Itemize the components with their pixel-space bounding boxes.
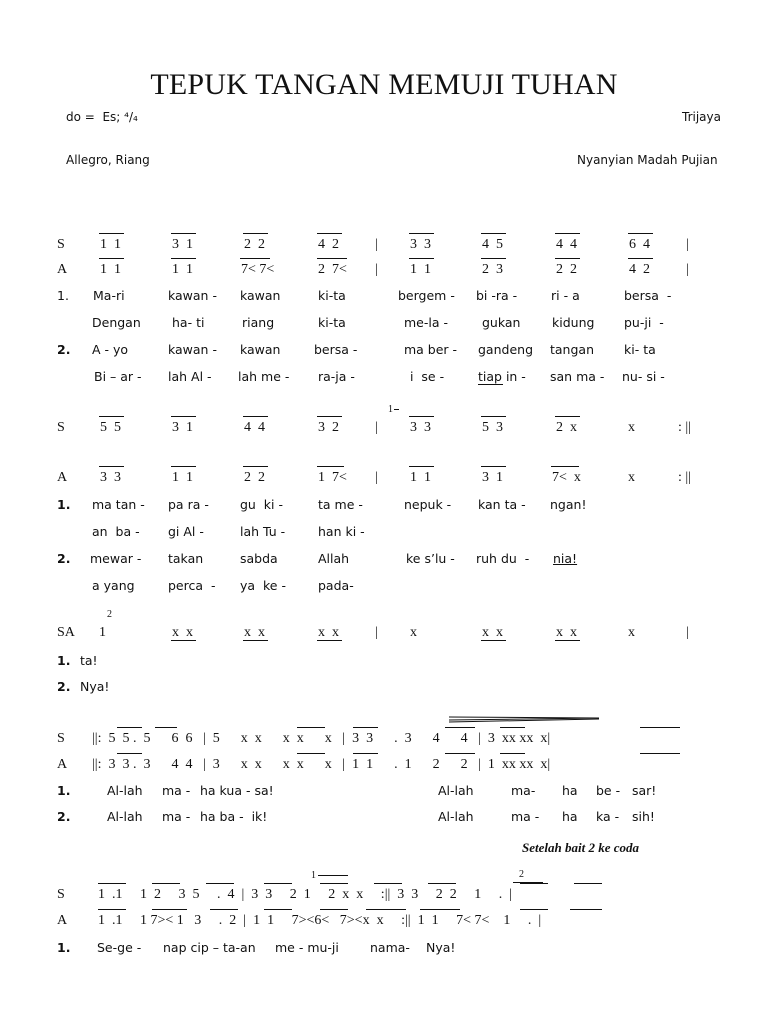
lyric: bi -ra - [476, 288, 518, 303]
barline: | [375, 470, 378, 485]
lyric: ma - [162, 783, 191, 798]
volta-1-marker: 1 [388, 404, 393, 415]
lyric: Ma-ri [93, 288, 125, 303]
note-group: x [628, 625, 635, 640]
lyric: nepuk - [404, 497, 452, 512]
note-group: 2 x [556, 420, 577, 435]
lyric: me - mu-ji [275, 940, 339, 955]
lyric: kawan [240, 342, 281, 357]
songbook-source: Nyanyian Madah Pujian [577, 153, 718, 167]
lyric: sih! [632, 809, 655, 824]
lyric: nia! [553, 551, 578, 566]
lyric: gukan [482, 315, 521, 330]
lyric: kawan - [168, 288, 217, 303]
note-line: ||: 3 3 . 3 4 4 | 3 x x x x x | 1 1 . 1 2 2 | 1 xx xx x| [92, 757, 551, 772]
verse-number: 2. [57, 551, 71, 566]
note-group: x [628, 470, 635, 485]
lyric: san ma - [550, 369, 605, 384]
lyric: ma - [511, 809, 540, 824]
note-group: 2 7< [318, 262, 347, 277]
lyric: ruh du - [476, 551, 530, 566]
lyric: riang [242, 315, 275, 330]
note-group: x x [172, 625, 193, 640]
lyric: Nya! [80, 679, 110, 694]
coda-instruction: Setelah bait 2 ke coda [522, 840, 639, 855]
lyric: lah Al - [168, 369, 212, 384]
repeat-end: : || [678, 420, 691, 435]
verse-number: 1. [57, 497, 71, 512]
note-group: 2 2 [556, 262, 577, 277]
note-line: 1 .1 1 7>< 1 3 . 2 | 1 1 7><6< 7><x x :|| 1 1 7< 7< 1 . | [98, 913, 542, 928]
song-title: TEPUK TANGAN MEMUJI TUHAN [150, 68, 618, 101]
lyric: Bi – ar - [94, 369, 142, 384]
lyric: kawan [240, 288, 281, 303]
lyric: ta! [80, 653, 98, 668]
verse-number: 2. [57, 342, 71, 357]
lyric: ha- ti [172, 315, 205, 330]
lyric: sabda [240, 551, 278, 566]
lyric: ya ke - [240, 578, 286, 593]
lyric: takan [168, 551, 204, 566]
note-group: 4 4 [556, 237, 577, 252]
note-group: 3 3 [410, 420, 431, 435]
note-line: ||: 5 5 . 5 6 6 | 5 x x x x x | 3 3 . 3 4 4 | 3 xx xx x| [92, 731, 551, 746]
lyric: gandeng [478, 342, 533, 357]
lyric: ka - [596, 809, 620, 824]
lyric: kan ta - [478, 497, 526, 512]
soprano-label: S [57, 237, 65, 252]
lyric: Al-lah [438, 783, 474, 798]
lyric: ta me - [318, 497, 363, 512]
lyric: Al-lah [438, 809, 474, 824]
lyric: kawan - [168, 342, 217, 357]
note-group: 4 5 [482, 237, 503, 252]
verse-number: 2. [57, 809, 71, 824]
lyric: gi Al - [168, 524, 204, 539]
note-group: x x [556, 625, 577, 640]
lyric: a yang [92, 578, 135, 593]
barline: | [375, 625, 378, 640]
repeat-end: : || [678, 470, 691, 485]
note-group: 3 1 [172, 237, 193, 252]
note-group: x x [244, 625, 265, 640]
lyric: tiap in - [478, 369, 526, 384]
lyric: ha kua - sa! [200, 783, 274, 798]
note-group: 3 3 [410, 237, 431, 252]
lyric: pada- [318, 578, 354, 593]
note-group: 1 1 [410, 470, 431, 485]
lyric: sar! [632, 783, 657, 798]
note-group: 1 7< [318, 470, 347, 485]
lyric: Allah [318, 551, 350, 566]
note-group: x [410, 625, 417, 640]
note-group: 4 2 [629, 262, 650, 277]
note-group: 2 3 [482, 262, 503, 277]
verse-number: 1. [57, 940, 71, 955]
note-group: 5 3 [482, 420, 503, 435]
lyric: ma tan - [92, 497, 145, 512]
note-group: 3 3 [100, 470, 121, 485]
lyric: pa ra - [168, 497, 209, 512]
barline: | [686, 262, 689, 277]
note-group: 5 5 [100, 420, 121, 435]
lyric: tangan [550, 342, 595, 357]
note-group: 3 2 [318, 420, 339, 435]
verse-number: 1. [57, 783, 71, 798]
note-group: 1 1 [410, 262, 431, 277]
lyric: ngan! [550, 497, 587, 512]
note-group: 7< x [552, 470, 581, 485]
lyric: han ki - [318, 524, 365, 539]
note-group: 3 1 [172, 420, 193, 435]
lyric: ri - a [551, 288, 580, 303]
lyric: ma- [511, 783, 536, 798]
note-group: 7< 7< [241, 262, 275, 277]
tempo-marking: Allegro, Riang [66, 153, 150, 167]
lyric: Al-lah [107, 809, 143, 824]
barline: | [375, 420, 378, 435]
barline: | [686, 237, 689, 252]
soprano-label: S [57, 420, 65, 435]
lyric: ha ba - ik! [200, 809, 268, 824]
lyric: kidung [552, 315, 595, 330]
lyric: ma - [162, 809, 191, 824]
note-group: 1 1 [100, 262, 121, 277]
lyric: mewar - [90, 551, 142, 566]
lyric: nap cip – ta-an [163, 940, 256, 955]
soprano-label: S [57, 887, 65, 902]
key-signature: do = Es; ⁴/₄ [66, 110, 138, 124]
lyric: ra-ja - [318, 369, 355, 384]
lyric: ki- ta [624, 342, 656, 357]
lyric: i se - [410, 369, 445, 384]
lyric: nama- [370, 940, 410, 955]
alto-label: A [57, 757, 68, 772]
lyric: an ba - [92, 524, 140, 539]
note-group: 6 4 [629, 237, 650, 252]
composer: Trijaya [682, 110, 721, 124]
volta-2-marker: 2 [107, 609, 112, 620]
verse-number: 1. [57, 288, 69, 303]
barline: | [375, 262, 378, 277]
lyric: A - yo [92, 342, 129, 357]
lyric: lah me - [238, 369, 290, 384]
lyric: ki-ta [318, 315, 346, 330]
alto-label: A [57, 470, 68, 485]
note-group: 2 2 [244, 237, 265, 252]
barline: | [686, 625, 689, 640]
lyric: ha [562, 809, 578, 824]
lyric: gu ki - [240, 497, 283, 512]
lyric: pu-ji - [624, 315, 664, 330]
soprano-alto-label: SA [57, 625, 75, 640]
lyric: ki-ta [318, 288, 346, 303]
verse-number: 2. [57, 679, 71, 694]
volta-1-marker: 1 [311, 870, 316, 881]
note-group: 1 [99, 625, 106, 640]
lyric: lah Tu - [240, 524, 286, 539]
verse-number: 1. [57, 653, 71, 668]
lyric: be - [596, 783, 621, 798]
note-group: x [628, 420, 635, 435]
lyric: Dengan [92, 315, 141, 330]
note-group: 1 1 [172, 470, 193, 485]
volta-2-marker: 2 [519, 869, 524, 880]
note-group: x x [482, 625, 503, 640]
decrescendo-ornament [445, 712, 605, 724]
lyric: ha [562, 783, 578, 798]
lyric: Nya! [426, 940, 456, 955]
lyric: Al-lah [107, 783, 143, 798]
lyric: ma ber - [404, 342, 458, 357]
lyric: bergem - [398, 288, 455, 303]
note-group: 1 1 [172, 262, 193, 277]
lyric: bersa - [624, 288, 672, 303]
alto-label: A [57, 913, 68, 928]
note-line: 1 .1 1 2 3 5 . 4 | 3 3 2 1 2 x x :|| 3 3 2 2 1 . | [98, 887, 513, 902]
lyric: perca - [168, 578, 216, 593]
soprano-label: S [57, 731, 65, 746]
lyric: me-la - [404, 315, 448, 330]
note-group: 4 4 [244, 420, 265, 435]
note-group: 3 1 [482, 470, 503, 485]
lyric: ke s’lu - [406, 551, 455, 566]
lyric: bersa - [314, 342, 358, 357]
lyric: nu- si - [622, 369, 665, 384]
note-group: 4 2 [318, 237, 339, 252]
barline: | [375, 237, 378, 252]
note-group: 2 2 [244, 470, 265, 485]
note-group: x x [318, 625, 339, 640]
lyric: Se-ge - [97, 940, 142, 955]
note-group: 1 1 [100, 237, 121, 252]
alto-label: A [57, 262, 68, 277]
